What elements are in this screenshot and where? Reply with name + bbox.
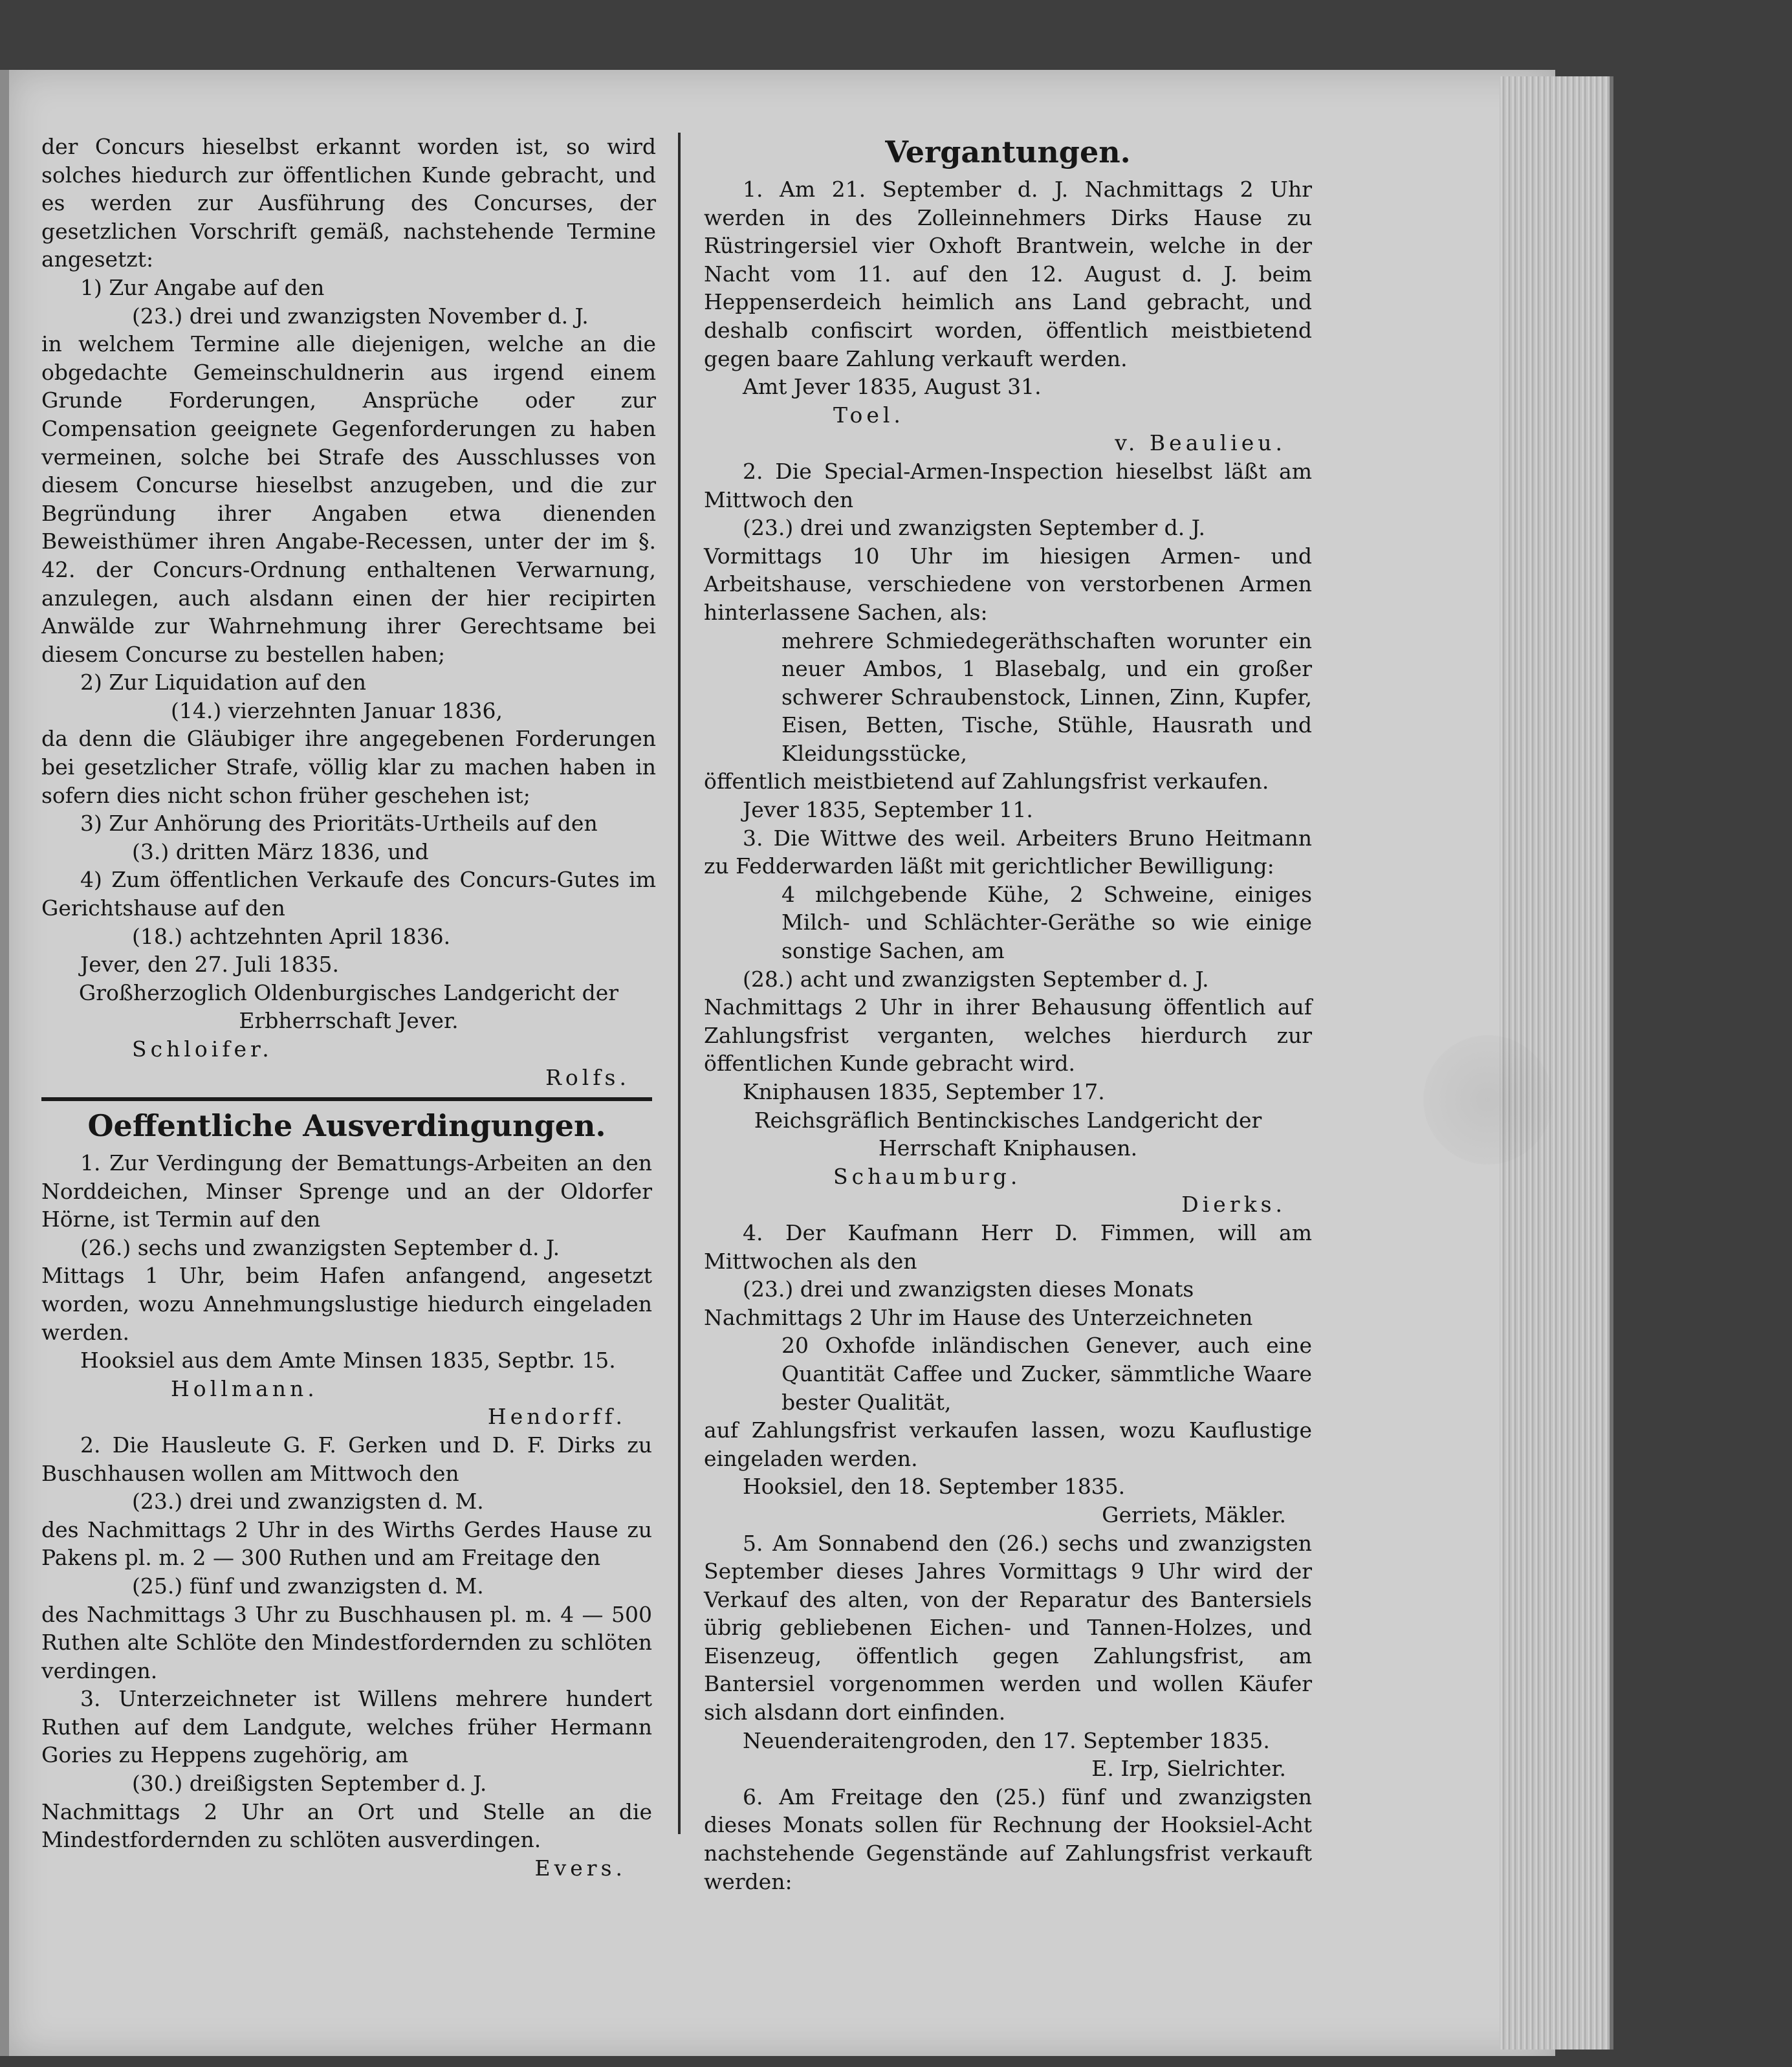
paragraph: mehrere Schmiedegeräthschaften worunter ein neuer Ambos, 1 Blasebalg, und ein großer schwerer Schraubenstock, Linnen, Zinn, Kupfer, Eisen, Betten, Tische, Stühle, Hausrath und Kleidungsstücke, xyxy=(781,628,1312,766)
paragraph: Jever, den 27. Juli 1835. xyxy=(80,952,339,978)
paragraph: Toel. xyxy=(833,402,904,428)
paragraph: (14.) vierzehnten Januar 1836, xyxy=(171,697,503,723)
paragraph: da denn die Gläubiger ihre angegebenen Forderungen bei gesetzlicher Strafe, völlig klar zu machen haben in sofern dies nicht schon früher geschehen ist; xyxy=(41,726,656,808)
paragraph: 6. Am Freitage den (25.) fünf und zwanzigsten dieses Monats sollen für Rechnung der Hooksiel-Acht nachstehende Gegenstände auf Zahlungsfrist verkauft werden: xyxy=(704,1784,1312,1894)
paragraph: Hooksiel, den 18. September 1835. xyxy=(743,1474,1126,1500)
column-rule xyxy=(678,133,681,1834)
paragraph: (26.) sechs und zwanzigsten September d. J. xyxy=(80,1234,560,1260)
section-heading-vergantungen: Vergantungen. xyxy=(885,135,1131,170)
paragraph: 20 Oxhofde inländischen Genever, auch eine Quantität Caffee und Zucker, sämmtliche Waare bester Qualität, xyxy=(781,1333,1312,1415)
paragraph: Gerriets, Mäkler. xyxy=(1102,1502,1286,1527)
paragraph: (23.) drei und zwanzigsten dieses Monats xyxy=(743,1276,1194,1302)
paragraph: Großherzoglich Oldenburgisches Landgericht der Erbherrschaft Jever. xyxy=(78,979,619,1034)
right-column xyxy=(704,133,1312,1896)
paragraph: Kniphausen 1835, September 17. xyxy=(743,1079,1105,1104)
paragraph: (23.) drei und zwanzigsten d. M. xyxy=(132,1489,484,1515)
paragraph: (25.) fünf und zwanzigsten d. M. xyxy=(132,1573,484,1599)
paragraph: des Nachmittags 3 Uhr zu Buschhausen pl. m. 4 — 500 Ruthen alte Schlöte den Mindestfordernden zu schlöten verdingen. xyxy=(41,1601,652,1683)
paragraph: Nachmittags 2 Uhr im Hause des Unterzeichneten xyxy=(704,1304,1253,1330)
paragraph: 1) Zur Angabe auf den xyxy=(80,274,325,300)
vergantungen-text xyxy=(704,175,1312,1896)
paragraph: Hendorff. xyxy=(487,1404,626,1430)
paragraph: (23.) drei und zwanzigsten September d. J. xyxy=(743,515,1205,541)
paragraph: 4. Der Kaufmann Herr D. Fimmen, will am Mittwochen als den xyxy=(704,1219,1312,1274)
paragraph: Rolfs. xyxy=(545,1064,630,1090)
paragraph: 3. Die Wittwe des weil. Arbeiters Bruno Heitmann zu Fedderwarden läßt mit gerichtlicher Bewilligung: xyxy=(704,825,1312,879)
paper-stain xyxy=(1423,1035,1553,1165)
paragraph: (30.) dreißigsten September d. J. xyxy=(132,1771,487,1797)
paragraph: Reichsgräflich Bentinckisches Landgericht der Herrschaft Kniphausen. xyxy=(754,1107,1262,1161)
paragraph: 1. Am 21. September d. J. Nachmittags 2 Uhr werden in des Zolleinnehmers Dirks Hause zu Rüstringersiel vier Oxhoft Brantwein, welche in der Nacht vom 11. auf den 12. August d. J. beim Heppenserdeich heimlich ans Land gebracht, und deshalb confiscirt worden, öffentlich meistbietend gegen baare Zahlung verkauft werden. xyxy=(704,177,1312,371)
paragraph: 2. Die Hausleute G. F. Gerken und D. F. Dirks zu Buschhausen wollen am Mittwoch den xyxy=(41,1432,652,1486)
paragraph: 5. Am Sonnabend den (26.) sechs und zwanzigsten September dieses Jahres Vormittags 9 Uhr wird der Verkauf des alten, von der Reparatur des Bantersiels übrig gebliebenen Eichen- und Tannen-Holzes, und Eisenzeug, öffentlich gegen Zahlungsfrist, am Bantersiel vorgenommen werden und wollen Käufer sich alsdann dort einfinden. xyxy=(704,1530,1312,1725)
paragraph: (28.) acht und zwanzigsten September d. J. xyxy=(743,966,1209,992)
paragraph: Jever 1835, September 11. xyxy=(743,797,1033,823)
paragraph: (3.) dritten März 1836, und xyxy=(132,838,429,864)
paragraph: E. Irp, Sielrichter. xyxy=(1091,1756,1286,1782)
paragraph: (18.) achtzehnten April 1836. xyxy=(132,923,451,949)
paragraph: Nachmittags 2 Uhr in ihrer Behausung öffentlich auf Zahlungsfrist verganten, welches hierdurch zur öffentlichen Kunde gebracht wird. xyxy=(704,994,1312,1077)
paragraph: Vormittags 10 Uhr im hiesigen Armen- und Arbeitshause, verschiedene von verstorbenen Armen hinterlassene Sachen, als: xyxy=(704,543,1312,625)
paragraph: des Nachmittags 2 Uhr in des Wirths Gerdes Hause zu Pakens pl. m. 2 — 300 Ruthen und am Freitage den xyxy=(41,1516,652,1571)
section-heading-ausverdingungen: Oeffentliche Ausverdingungen. xyxy=(87,1108,606,1143)
paragraph: öffentlich meistbietend auf Zahlungsfrist verkaufen. xyxy=(704,769,1269,794)
binding-edge xyxy=(0,70,9,2056)
paragraph: 2) Zur Liquidation auf den xyxy=(80,670,366,695)
paragraph: Nachmittags 2 Uhr an Ort und Stelle an die Mindestfordernden zu schlöten ausverdingen. xyxy=(41,1799,652,1853)
paragraph: in welchem Termine alle diejenigen, welche an die obgedachte Gemeinschuldnerin aus irgend einem Grunde Forderungen, Ansprüche oder zur Compensation geeignete Gegenforderungen zu haben vermeinen, solche bei Strafe des Ausschlusses von diesem Concurse hieselbst anzugeben, und die zur Begründung ihrer Angaben etwa dienenden Beweisthümer ihren Angabe-Recessen, unter der im §. 42. der Concurs-Ordnung enthaltenen Verwarnung, anzulegen, auch alsdann einen der hier recipirten Anwälde zur Wahrnehmung ihrer Gerechtsame bei diesem Concurse zu bestellen haben; xyxy=(41,331,656,667)
left-column-lower xyxy=(41,1106,652,1882)
paragraph: der Concurs hieselbst erkannt worden ist, so wird solches hiedurch zur öffentlichen Kunde gebracht, und es werden zur Ausführung des Concurses, der gesetzlichen Vorschrift gemäß, nachstehende Termine angesetzt: xyxy=(41,134,656,272)
paragraph: (23.) drei und zwanzigsten November d. J. xyxy=(132,303,589,329)
paragraph: Schaumburg. xyxy=(833,1163,1022,1189)
paragraph: Mittags 1 Uhr, beim Hafen anfangend, angesetzt worden, wozu Annehmungslustige hiedurch eingeladen werden. xyxy=(41,1263,652,1345)
paragraph: Amt Jever 1835, August 31. xyxy=(743,374,1042,400)
paragraph: Dierks. xyxy=(1181,1192,1286,1218)
paragraph: 4 milchgebende Kühe, 2 Schweine, einiges Milch- und Schlächter-Geräthe so wie einige sonstige Sachen, am xyxy=(781,881,1312,964)
paragraph: auf Zahlungsfrist verkaufen lassen, wozu Kauflustige eingeladen werden. xyxy=(704,1417,1312,1471)
paragraph: 4) Zum öffentlichen Verkaufe des Concurs-Gutes im Gerichtshause auf den xyxy=(41,867,656,921)
ausverdingungen-text xyxy=(41,1149,652,1882)
paragraph: Neuenderaitengroden, den 17. September 1835. xyxy=(743,1727,1270,1753)
paragraph: Schloifer. xyxy=(132,1036,273,1062)
paragraph: 1. Zur Verdingung der Bemattungs-Arbeiten an den Norddeichen, Minser Sprenge und an der Oldorfer Hörne, ist Termin auf den xyxy=(41,1150,652,1232)
left-column xyxy=(41,133,656,1091)
paragraph: Hollmann. xyxy=(171,1375,318,1401)
paragraph: v. Beaulieu. xyxy=(1115,430,1286,456)
section-divider xyxy=(41,1097,652,1101)
paragraph: 3. Unterzeichneter ist Willens mehrere hundert Ruthen auf dem Landgute, welches früher Hermann Gories zu Heppens zugehörig, am xyxy=(41,1686,652,1768)
paragraph: 3) Zur Anhörung des Prioritäts-Urtheils auf den xyxy=(80,811,598,837)
paragraph: Evers. xyxy=(534,1855,626,1881)
paragraph: 2. Die Special-Armen-Inspection hieselbst läßt am Mittwoch den xyxy=(704,458,1312,512)
paragraph: Hooksiel aus dem Amte Minsen 1835, Septbr. 15. xyxy=(80,1348,616,1373)
